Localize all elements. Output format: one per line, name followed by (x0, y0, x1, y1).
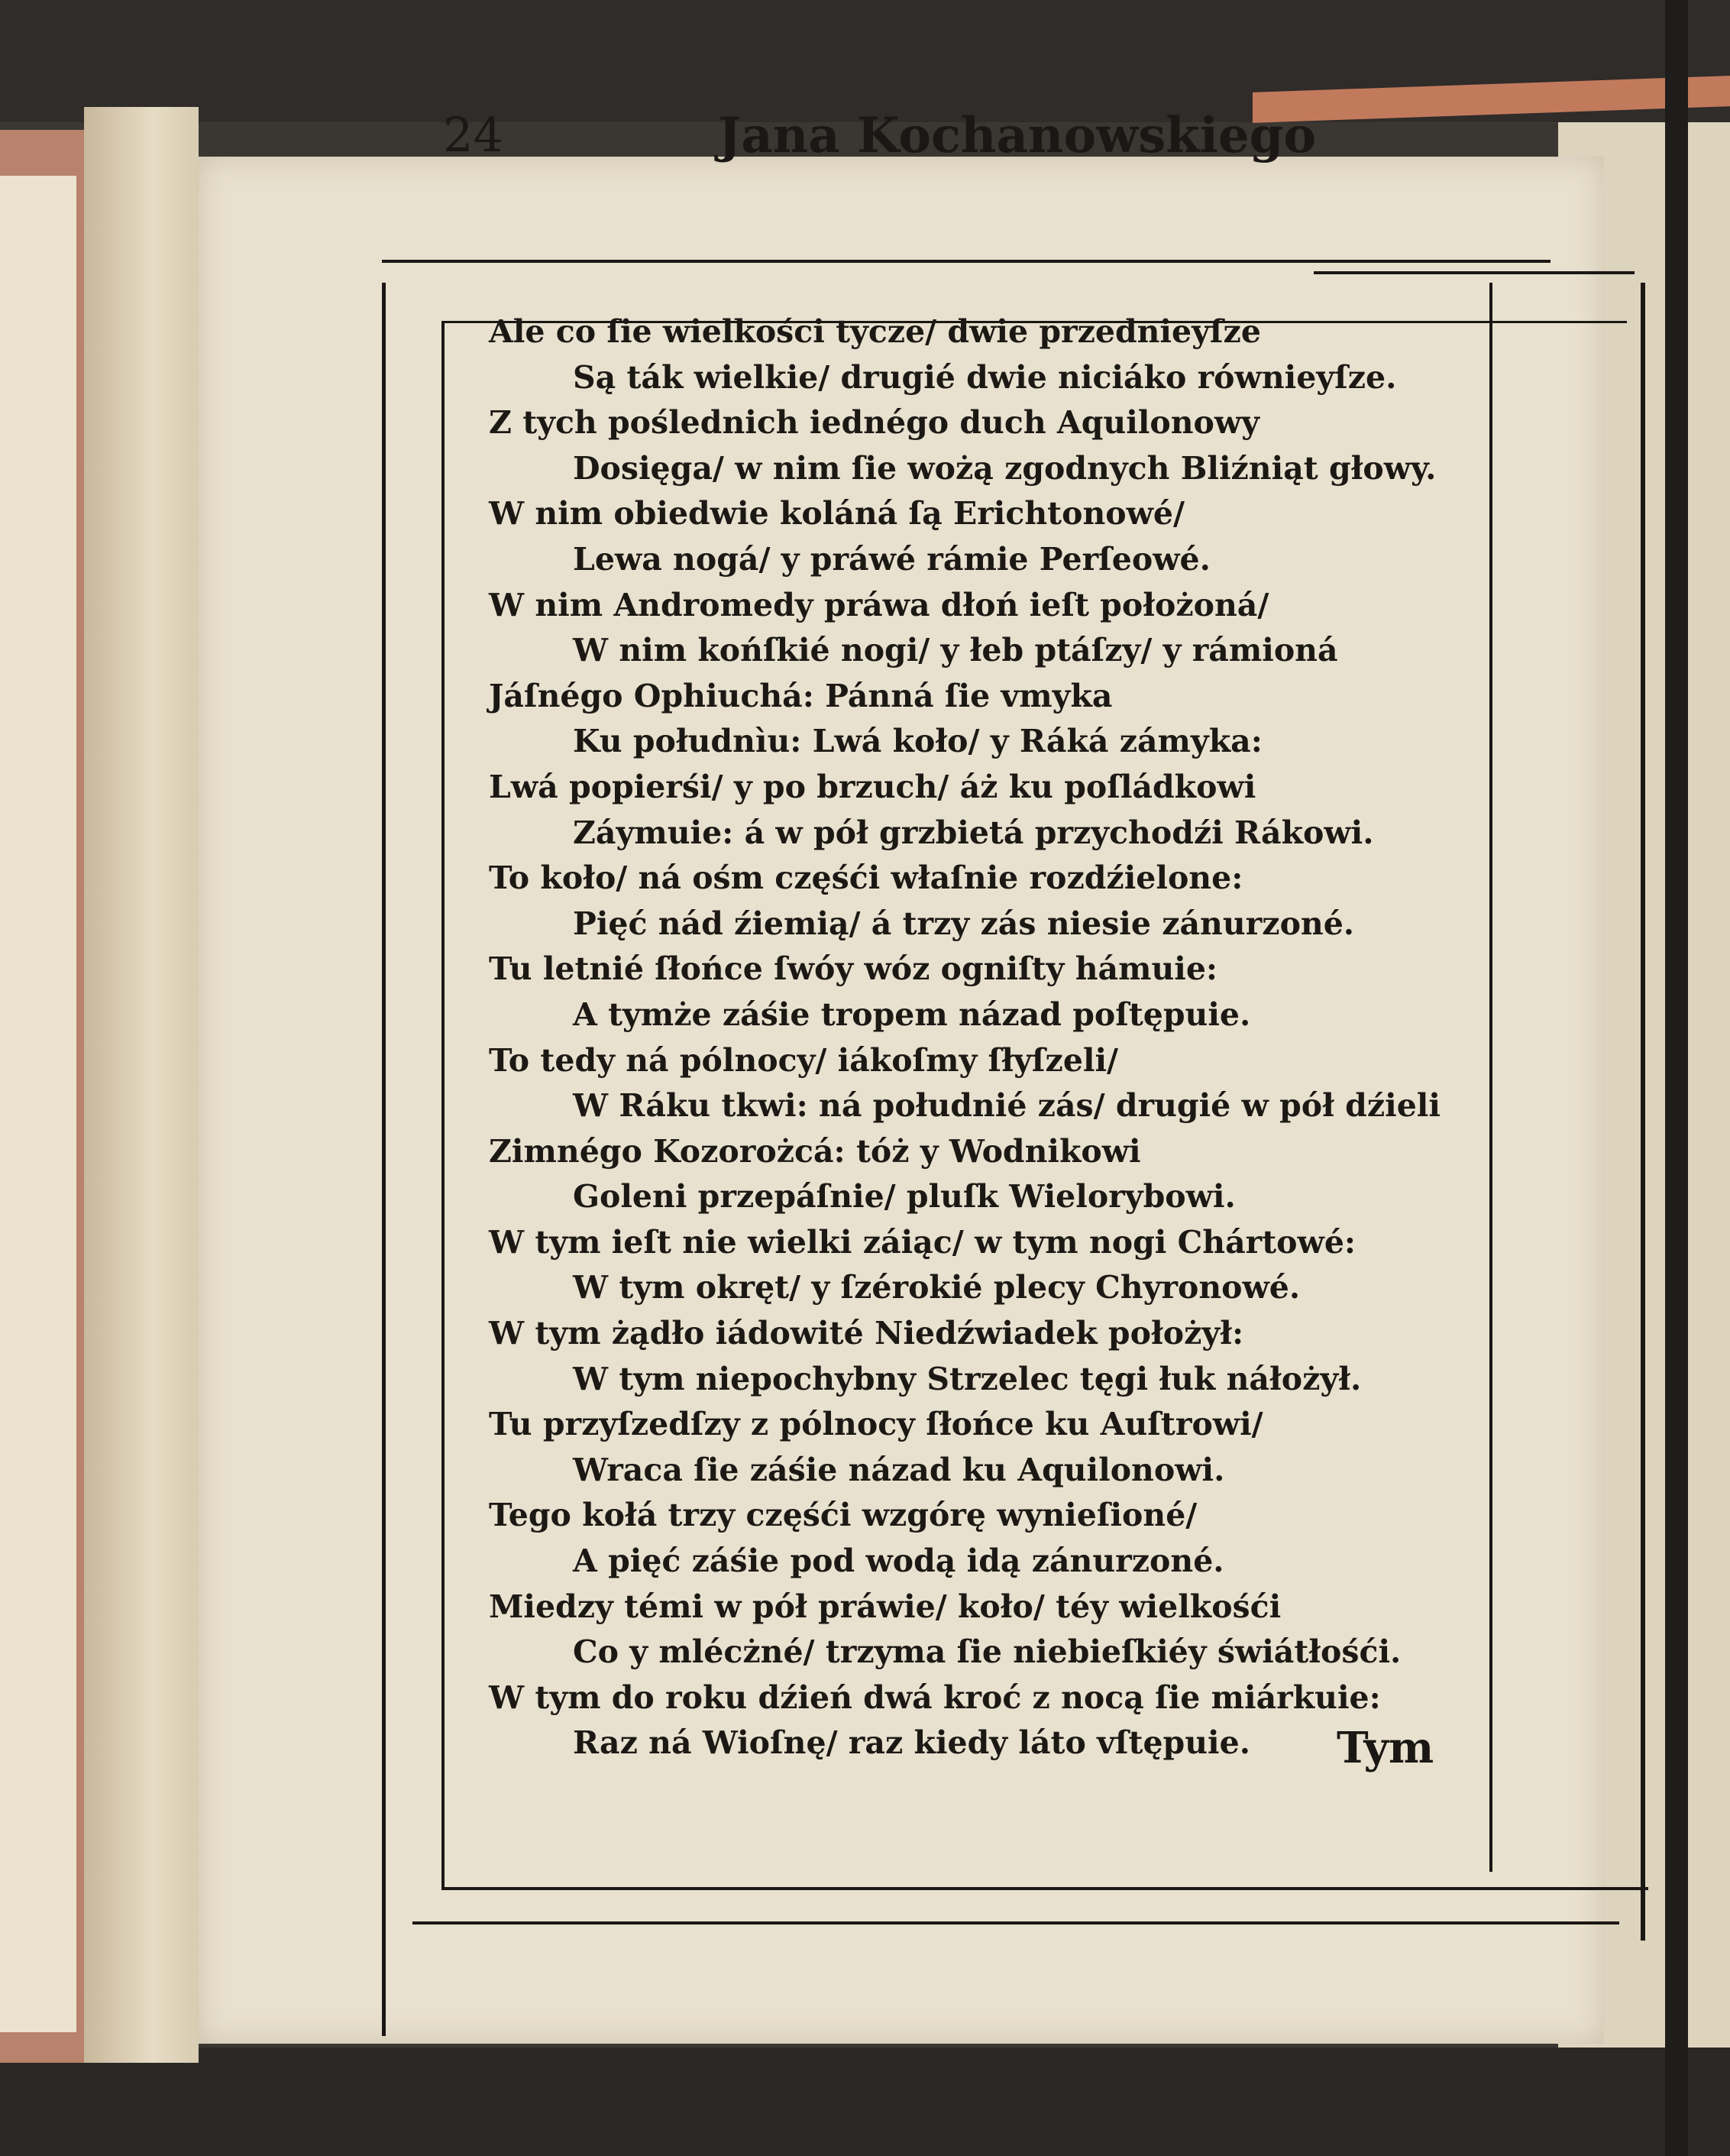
frame-left-outer (382, 283, 386, 2036)
verse-line: Lwá popierśi/ y po brzuch/ áż ku poſládkowi (489, 768, 1256, 805)
verse-line: Goleni przepáſnie/ pluſk Wielorybowi. (573, 1178, 1236, 1216)
verse-line: Miedzy témi w pół práwie/ koło/ téy wielkośći (489, 1588, 1282, 1625)
verse-line: Lewa nogá/ y práwé rámie Perſeowé. (573, 540, 1211, 578)
verse-line: Raz ná Wioſnę/ raz kiedy láto vſtępuie. (573, 1724, 1250, 1762)
running-head (443, 107, 1436, 191)
frame-right-far (1641, 283, 1645, 1941)
poem-text (489, 309, 1441, 1766)
verse-line: Tu przyſzedſzy z pólnocy ſłońce ku Auſtrowi/ (489, 1406, 1263, 1443)
page-edges (84, 107, 199, 2063)
frame-left-inner (441, 321, 445, 1887)
verse-line: Pięć nád źiemią/ á trzy zás niesie zánurzoné. (573, 905, 1355, 942)
verse-line: W tym niepochybny Strzelec tęgi łuk náłożył. (573, 1360, 1362, 1397)
verse-line: Zimnégo Kozorożcá: tóż y Wodnikowi (489, 1132, 1141, 1170)
verse-line: W tym do roku dźień dwá kroć z nocą ſie miárkuie: (489, 1679, 1381, 1716)
verse-line: Ku połudnìu: Lwá koło/ y Ráká zámyka: (573, 723, 1263, 760)
verse-line: Dosięga/ w nim ſie wożą zgodnych Bliźniąt głowy. (573, 449, 1437, 487)
page-number: 24 (443, 107, 503, 163)
frame-bottom-inner (441, 1887, 1648, 1890)
frame-bottom-outer (412, 1921, 1619, 1925)
book-spine-shadow (1665, 0, 1688, 2156)
frame-right-outer (1489, 283, 1492, 1872)
verse-line: To tedy ná pólnocy/ iákoſmy ſłyſzeli/ (489, 1041, 1119, 1079)
background-bottom (0, 2048, 1730, 2156)
verse-line: W nim obiedwie koláná ſą Erichtonowé/ (489, 495, 1185, 533)
facing-page-left (0, 176, 76, 2032)
verse-line: Wraca ſie záśie názad ku Aquilonowi. (573, 1451, 1225, 1488)
verse-line: W tym okręt/ y ſzérokié plecy Chyronowé. (573, 1269, 1301, 1306)
frame-top-rule-right (1314, 271, 1635, 274)
verse-line: W tym żądło iádowité Niedźwiadek położył: (489, 1315, 1244, 1352)
verse-line: A pięć záśie pod wodą idą zánurzoné. (573, 1543, 1224, 1580)
verse-line: W tym ieſt nie wielki záiąc/ w tym nogi Chártowé: (489, 1223, 1357, 1261)
verse-line: W Ráku tkwi: ná południé zás/ drugié w pół dźieli (573, 1087, 1441, 1125)
verse-line: Co y mlécżné/ trzyma ſie niebieſkiéy świátłośći. (573, 1633, 1402, 1671)
verse-line: Są ták wielkie/ drugié dwie niciáko równieyſze. (573, 358, 1397, 396)
catchword: Tym (1337, 1723, 1434, 1773)
verse-line: Ale co ſie wielkości tycze/ dwie przednieyſze (489, 313, 1261, 350)
running-head-title: Jana Kochanowskiego (718, 107, 1317, 164)
verse-line: Tego kołá trzy częśći wzgórę wynieſioné/ (489, 1497, 1198, 1534)
frame-top-rule (382, 260, 1551, 263)
verse-line: A tymże záśie tropem názad poſtępuie. (573, 995, 1251, 1033)
verse-line: W nim Andromedy práwa dłoń ieſt położoná/ (489, 586, 1269, 623)
verse-line: Tu letnié ſłońce ſwóy wóz ogniſty hámuie: (489, 950, 1218, 988)
verse-line: Z tych poślednich iednégo duch Aquilonowy (489, 404, 1260, 442)
verse-line: Jáſnégo Ophiuchá: Pánná ſie vmyka (489, 677, 1113, 714)
verse-line: W nim końſkié nogi/ y łeb ptáſzy/ y rámioná (573, 632, 1338, 669)
verse-line: Záymuie: á w pół grzbietá przychodźi Rákowi. (573, 814, 1374, 851)
verse-line: To koło/ ná ośm częśći właſnie rozdźielone: (489, 859, 1243, 897)
